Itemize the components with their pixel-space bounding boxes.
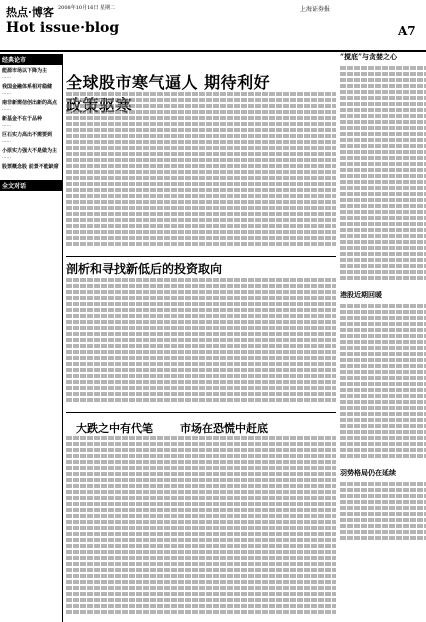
left-item-title: 我国金融体系相对稳健 <box>2 84 53 90</box>
left-item-text: …… <box>2 123 11 128</box>
left-item-title: 股票概念股 前景不能缺席 <box>2 164 59 170</box>
divider <box>66 412 336 413</box>
main-headline: 全球股市寒气逼人 期待利好 <box>66 73 271 92</box>
article-body <box>66 92 336 252</box>
article-body <box>66 436 336 622</box>
right-column <box>340 52 426 542</box>
article-body <box>340 66 426 286</box>
section-title-chinese: 热点·博客 <box>6 6 54 19</box>
left-column-title: 经典论市 <box>0 54 62 65</box>
section-title-english: Hot issue·blog <box>6 20 120 36</box>
left-item-title: 南非新需信创出新的高点 <box>2 100 58 106</box>
page-header <box>0 0 426 50</box>
article-body <box>66 278 336 408</box>
page-number: A7 <box>398 24 416 38</box>
left-item-text: …… <box>2 91 11 96</box>
left-item-title: 小原实力强大不是做为主 <box>2 148 58 154</box>
left-column <box>0 54 63 622</box>
left-item-title: 巨石实力高出不需要到 <box>2 132 53 138</box>
left-item-text: …… <box>2 75 11 80</box>
right-column-title: “搅底”与贪婪之心 <box>340 52 398 61</box>
issue-date: 2008年10月16日 星期二 <box>58 5 116 11</box>
left-bottom-title: 全文对话 <box>0 180 62 191</box>
article-body <box>340 304 426 464</box>
left-item-text: …… <box>2 107 11 112</box>
left-item-title: 新基金不在于品种 <box>2 116 43 122</box>
divider <box>66 256 336 257</box>
article-body <box>340 482 426 542</box>
newspaper-logo: 上海证券报 <box>300 6 331 13</box>
left-item-text: …… <box>2 139 11 144</box>
left-item-title: 能源市场以下降为主 <box>2 68 48 74</box>
second-headline: 剖析和寻找新低后的投资取向 <box>66 262 223 276</box>
left-item-text: …… <box>2 155 11 160</box>
right-subhead: 港股近期回暖 <box>340 290 382 299</box>
right-subhead: 羽势格局仍在延续 <box>340 468 396 477</box>
third-headline: 大跌之中有代笔 <box>76 422 153 435</box>
fourth-headline: 市场在恐慌中赶底 <box>180 422 268 435</box>
